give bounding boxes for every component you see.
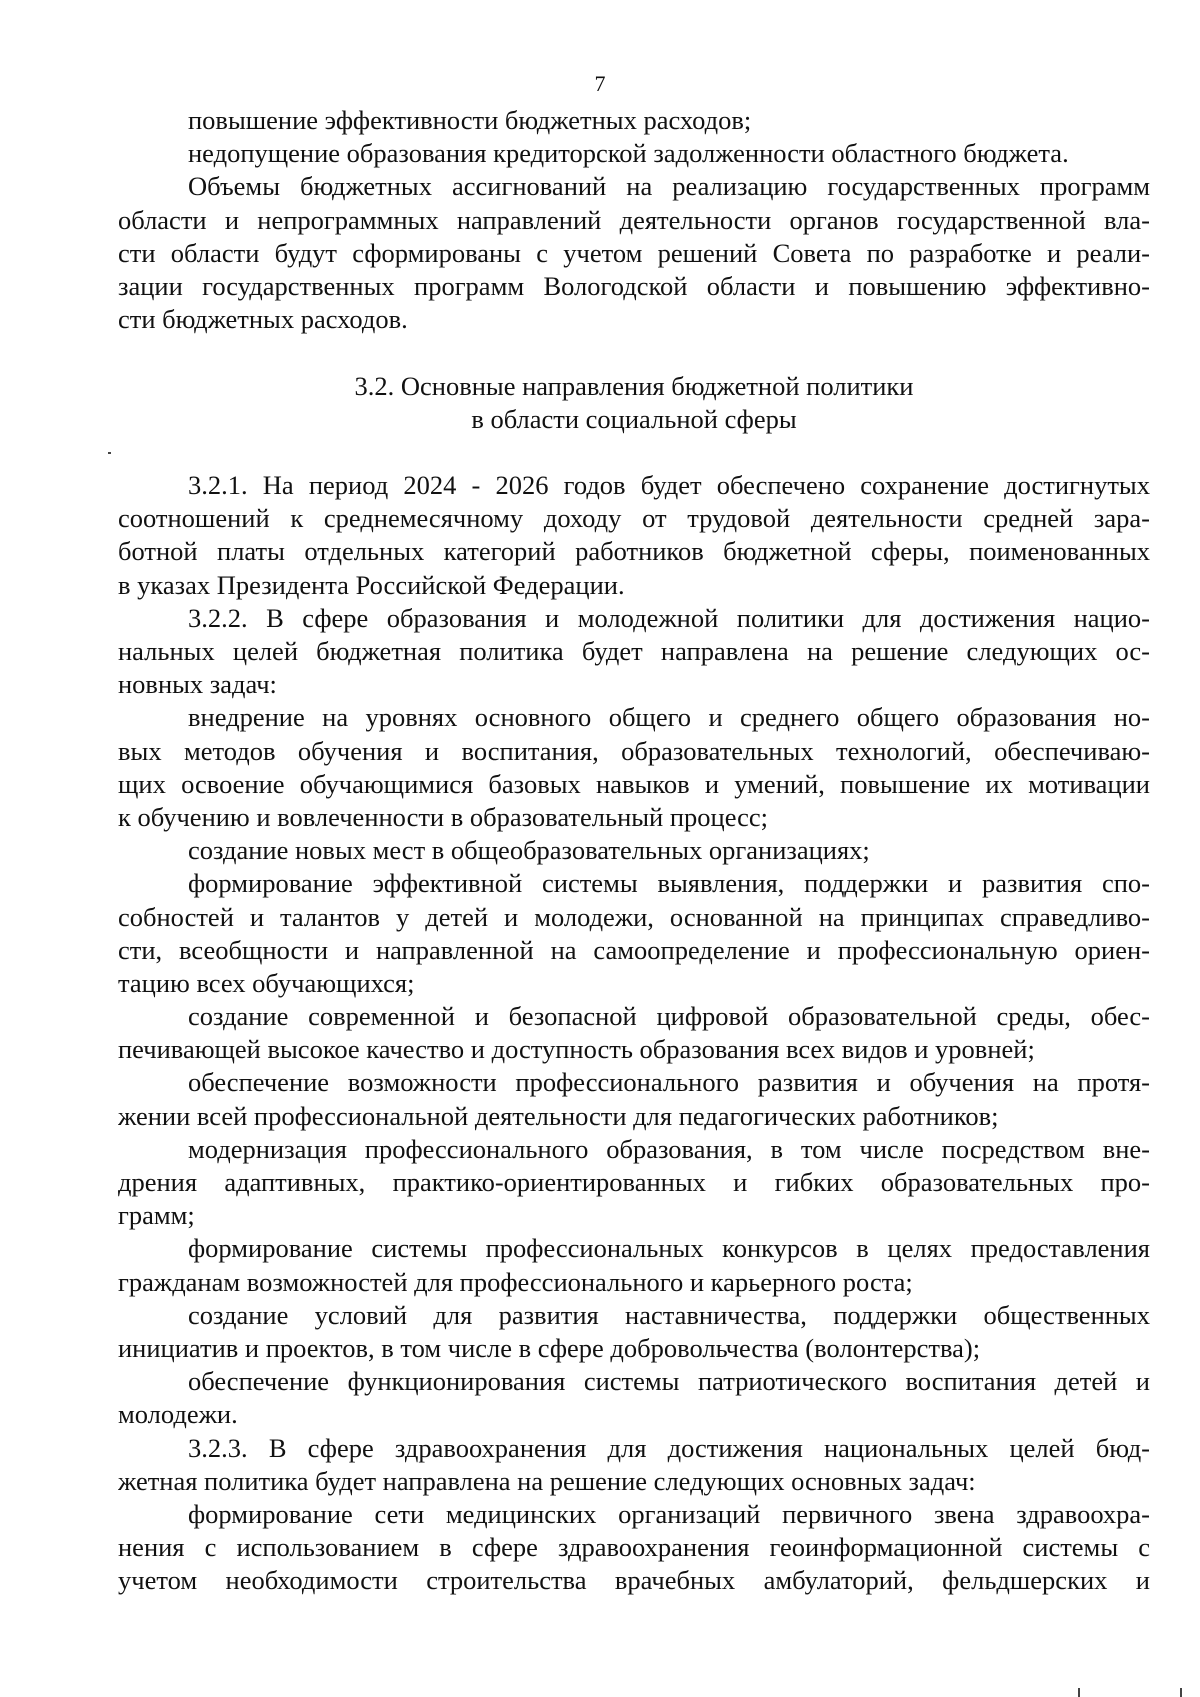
section-heading-line: 3.2. Основные направления бюджетной политики <box>354 370 914 401</box>
text-line: сти, всеобщности и направленной на самоопределение и профессиональную ориен- <box>118 934 1150 965</box>
paragraph-gap <box>118 436 1150 469</box>
text-line: ботной платы отдельных категорий работников бюджетной сферы, поименованных <box>118 536 1150 567</box>
text-line: грамм; <box>118 1200 195 1231</box>
text-line: новных задач: <box>118 669 277 700</box>
text-line: щих освоение обучающимися базовых навыков и умений, повышение их мотивации <box>118 768 1150 799</box>
text-line: создание новых мест в общеобразовательных организациях; <box>188 835 870 866</box>
scan-mark <box>108 452 111 454</box>
text-line: повышение эффективности бюджетных расходов; <box>188 105 752 135</box>
document-body <box>118 104 1150 1597</box>
text-line: вых методов обучения и воспитания, образовательных технологий, обеспечиваю- <box>118 735 1150 766</box>
section-heading-line: в области социальной сферы <box>471 403 797 434</box>
text-line: создание современной и безопасной цифровой образовательной среды, обес- <box>188 1001 1150 1032</box>
text-line: учетом необходимости строительства врачебных амбулаторий, фельдшерских и <box>118 1565 1150 1596</box>
text-line: сти бюджетных расходов. <box>118 304 408 335</box>
text-line: недопущение образования кредиторской задолженности областного бюджета. <box>188 138 1069 169</box>
scan-mark <box>1078 1688 1080 1697</box>
text-line: к обучению и вовлеченности в образовательный процесс; <box>118 801 769 832</box>
paragraph-gap <box>118 336 1150 369</box>
text-line: нения с использованием в сфере здравоохранения геоинформационной системы с <box>118 1532 1150 1563</box>
page-number: 7 <box>594 71 606 96</box>
text-line: формирование эффективной системы выявления, поддержки и развития спо- <box>188 868 1150 899</box>
text-line: жетная политика будет направлена на решение следующих основных задач: <box>118 1465 976 1496</box>
text-line: гражданам возможностей для профессионального и карьерного роста; <box>118 1266 913 1297</box>
text-line: дрения адаптивных, практико-ориентированных и гибких образовательных про- <box>118 1167 1150 1197</box>
scan-mark <box>1180 1688 1182 1697</box>
text-line: 3.2.1. На период 2024 - 2026 годов будет обеспечено сохранение достигнутых <box>188 470 1150 501</box>
text-line: собностей и талантов у детей и молодежи, основанной на принципах справедливо- <box>118 901 1150 932</box>
text-line: внедрение на уровнях основного общего и среднего общего образования но- <box>188 702 1150 733</box>
text-line: формирование сети медицинских организаций первичного звена здравоохра- <box>188 1498 1150 1529</box>
text-line: соотношений к среднемесячному доходу от трудовой деятельности средней зара- <box>118 503 1150 534</box>
text-line: молодежи. <box>118 1399 238 1430</box>
text-line: сти области будут сформированы с учетом решений Совета по разработке и реали- <box>118 237 1150 268</box>
text-line: обеспечение функционирования системы патриотического воспитания детей и <box>188 1366 1150 1397</box>
text-line: в указах Президента Российской Федерации. <box>118 569 625 600</box>
text-line: зации государственных программ Вологодской области и повышению эффективно- <box>118 270 1150 301</box>
text-line: 3.2.3. В сфере здравоохранения для достижения национальных целей бюд- <box>188 1432 1150 1463</box>
text-line: формирование системы профессиональных конкурсов в целях предоставления <box>188 1233 1150 1264</box>
text-line: обеспечение возможности профессионального развития и обучения на протя- <box>188 1067 1150 1098</box>
text-line: тацию всех обучающихся; <box>118 967 415 998</box>
text-line: печивающей высокое качество и доступность образования всех видов и уровней; <box>118 1034 1035 1065</box>
text-line: области и непрограммных направлений деятельности органов государственной вла- <box>118 204 1150 235</box>
text-line: Объемы бюджетных ассигнований на реализацию государственных программ <box>188 171 1150 202</box>
text-line: нальных целей бюджетная политика будет направлена на решение следующих ос- <box>118 636 1150 666</box>
text-line: 3.2.2. В сфере образования и молодежной политики для достижения нацио- <box>188 602 1150 633</box>
text-line: жении всей профессиональной деятельности для педагогических работников; <box>118 1100 999 1131</box>
text-line: модернизация профессионального образования, в том числе посредством вне- <box>188 1133 1150 1164</box>
text-line: инициатив и проектов, в том числе в сфере добровольчества (волонтерства); <box>118 1332 981 1363</box>
text-line: создание условий для развития наставничества, поддержки общественных <box>188 1299 1150 1330</box>
